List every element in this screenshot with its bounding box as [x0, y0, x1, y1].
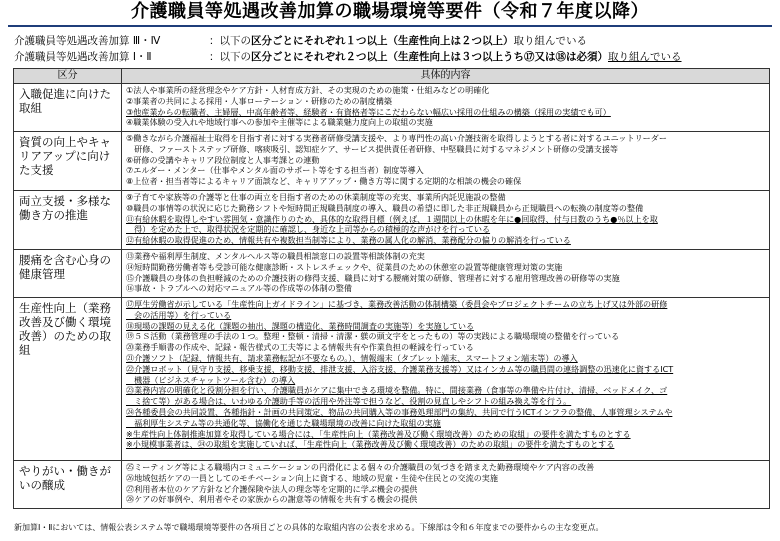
list-item — [126, 310, 766, 321]
list-item: ㉘ケアの好事例や、利用者やその家族からの謝意等の情報を共有する機会の提供 — [126, 494, 418, 505]
list-item-text: ※生産性向上体制推進加算を取得している場合には、「生産性向上（業務改善及び働く環境改善）のための取組」の要件を満たすものとする — [126, 428, 631, 439]
list-item: ④職業体験の受入れや地域行事への参加や主催等による職業魅力度向上の取組の実施 — [126, 117, 433, 128]
list-item — [126, 375, 766, 386]
list-item — [126, 396, 766, 407]
category-cell: やりがい・働きがいの醸成 — [14, 461, 122, 509]
list-item-text: ミ捨て等）がある場合は、いわゆる介護助手等の活用や外注等で担うなど、役割の見直しやシフトの組み換え等を行う。 — [126, 396, 572, 407]
list-item: ⑲５Ｓ活動（業務管理の手法の１つ。整理・整頓・清掃・清潔・躾の頭文字をとったもの）等の実践による職場環境の整備を行っている — [126, 331, 620, 342]
list-item: ⑧上位者・担当者等によるキャリア面談など、キャリアアップ・働き方等に関する定期的な相談の機会の確保 — [126, 176, 522, 187]
list-item: ⑨子育てや家族等の介護等と仕事の両立を目指す者のための休業制度等の充実、事業所内託児施設の整備 — [126, 192, 506, 202]
table-row-career — [14, 132, 770, 191]
items-cell — [122, 461, 770, 509]
category-cell: 資質の向上やキャリアアップに向けた支援 — [14, 132, 122, 191]
items-cell — [122, 298, 770, 461]
requirement-post: 取り組んでいる — [513, 35, 587, 47]
table-row-recruitment — [14, 84, 770, 132]
list-item: ⑥研修の受講やキャリア段位制度と人事考課との連動 — [126, 154, 320, 165]
list-item-text: 会の活用等）を行っている — [126, 309, 232, 320]
list-item — [126, 364, 766, 375]
requirement-pre: ：以下の — [209, 51, 251, 63]
category-cell: 両立支援・多様な働き方の推進 — [14, 191, 122, 250]
title-underline — [8, 25, 772, 27]
page-title: 介護職員等処遇改善加算の職場環境等要件（令和７年度以降） — [131, 1, 649, 22]
requirement-pre: ：以下の — [209, 35, 251, 47]
list-item — [126, 235, 766, 246]
category-cell: 入職促進に向けた取組 — [14, 84, 122, 132]
list-item-text: ㉔各種委員会の共同設置、各種指針・計画の共同策定、物品の共同購入等の事務処理部門の集約、共同で行うICTインフラの整備、人事管理システムや — [126, 406, 673, 417]
list-item-text: 得）を定めた上で、取得状況を定期的に確認し、身近な上司等からの積極的な声がけを行っている — [126, 224, 491, 235]
list-item: ⑭短時間勤務労働者等も受診可能な健康診断・ストレスチェックや、従業員のための休憩室の設置等健康管理対策の実施 — [126, 261, 563, 272]
requirement-line-1 — [14, 34, 587, 48]
list-item-text: ⑪有給休暇を取得しやすい雰囲気・意識作りのため、具体的な取得目標（例えば、１週間以上の休暇を年に●回取得、付与日数のうち●％以上を取 — [126, 213, 658, 224]
list-item-text: ㉓業務内容の明確化と役割分担を行い、介護職員がケアに集中できる環境を整備。特に、間接業務（食事等の準備や片付け、清掃、ベッドメイク、ゴ — [126, 385, 668, 396]
list-item: 研修、ファーストステップ研修、喀痰吸引、認知症ケア、サービス提供責任者研修、中堅職員に対するマネジメント研修の受講支援等 — [126, 143, 619, 154]
list-item-text: ㉒介護ロボット（見守り支援、移乗支援、移動支援、排泄支援、入浴支援、介護業務支援等）又はインカム等の職員間の連絡調整の迅速化に資するICT — [126, 363, 674, 374]
list-item — [126, 224, 766, 235]
table-row-motivation — [14, 461, 770, 509]
table-row-work-balance — [14, 191, 770, 250]
list-item: ㉗利用者本位のケア方針など介護保険や法人の理念等を定期的に学ぶ機会の提供 — [126, 483, 418, 494]
requirement-line-2 — [14, 50, 682, 64]
header-details: 具体的内容 — [122, 69, 770, 84]
list-item — [126, 321, 766, 332]
requirement-bold: 区分ごとにそれぞれ１つ以上（生産性向上は２つ以上） — [251, 35, 514, 47]
table-header-row — [14, 69, 770, 84]
requirement-level: 介護職員等処遇改善加算 Ⅲ・Ⅳ — [14, 35, 161, 47]
items-cell — [122, 250, 770, 298]
list-item-text: ※小規模事業者は、㉔の取組を実施していれば、「生産性向上（業務改善及び働く環境改善）のための取組」の要件を満たすものとする — [126, 439, 615, 450]
list-item — [126, 385, 766, 396]
table-row-health — [14, 250, 770, 298]
header-category: 区分 — [14, 69, 122, 84]
requirement-level: 介護職員等処遇改善加算 Ⅰ・Ⅱ — [14, 51, 152, 63]
list-item: ㉖地域包括ケアの一員としてのモチベーション向上に資する、地域の児童・生徒や住民との交流の実施 — [126, 472, 498, 483]
list-item-text: ③他産業からの転職者、主婦層、中高年齢者等、経験者・有資格者等にこだわらない幅広い採用の仕組みの構築（採用の実績でも可） — [126, 106, 611, 117]
list-item-text: 福利厚生システム等の共通化等、協働化を通じた職場環境の改善に向けた取組の実施 — [126, 417, 441, 428]
list-item — [126, 429, 766, 440]
table-row-productivity — [14, 298, 770, 461]
list-item-text: ⑫有給休暇の取得促進のため、情報共有や複数担当制等により、業務の属人化の解消、業務配分の偏りの解消を行っている — [126, 235, 571, 246]
items-cell — [122, 84, 770, 132]
list-item — [126, 407, 766, 418]
list-item: ㉕ミーティング等による職場内コミュニケーションの円滑化による個々の介護職員の気づきを踏まえた勤務環境やケア内容の改善 — [126, 462, 595, 472]
list-item: ⑳業務手順書の作成や、記録・報告様式の工夫等による情報共有や作業負担の軽減を行っている — [126, 342, 474, 353]
list-item — [126, 107, 766, 118]
list-item-text: 機器（ビジネスチャットツール含む）の導入 — [126, 374, 296, 385]
list-item-text: ⑰厚生労働省が示している「生産性向上ガイドライン」に基づき、業務改善活動の体制構築（委員会やプロジェクトチームの立ち上げ又は外部の研修 — [126, 299, 668, 309]
category-cell: 腰痛を含む心身の健康管理 — [14, 250, 122, 298]
footnote: 新加算Ⅰ・Ⅱにおいては、情報公表システム等で職場環境等要件の各項目ごとの具体的な取組内容の公表を求める。下線部は令和６年度までの要件からの主な変更点。 — [14, 523, 604, 532]
requirements-table — [13, 68, 770, 509]
list-item — [126, 439, 766, 450]
list-item — [126, 418, 766, 429]
requirement-bold: 区分ごとにそれぞれ２つ以上（生産性向上は３つ以上うち⑰又は⑱は必須） — [251, 51, 608, 63]
list-item: ⑯事故・トラブルへの対応マニュアル等の作成等の体制の整備 — [126, 283, 352, 294]
list-item: ⑩職員の事情等の状況に応じた勤務シフトや短時間正規職員制度の導入、職員の希望に即した非正規職員から正規職員への転換の制度等の整備 — [126, 202, 644, 213]
list-item: ⑤働きながら介護福祉士取得を目指す者に対する実務者研修受講支援や、より専門性の高い介護技術を取得しようとする者に対するユニットリーダー — [126, 133, 667, 143]
items-cell — [122, 191, 770, 250]
list-item — [126, 214, 766, 225]
category-cell: 生産性向上（業務改善及び働く環境改善）のための取組 — [14, 298, 122, 461]
list-item: ②事業者の共同による採用・人事ローテーション・研修のための制度構築 — [126, 95, 392, 106]
list-item: ①法人や事業所の経営理念やケア方針・人材育成方針、その実現のための施策・仕組みなどの明確化 — [126, 85, 490, 95]
list-item — [126, 299, 766, 310]
list-item-text: ⑱現場の課題の見える化（課題の抽出、課題の構造化、業務時間調査の実施等）を実施している — [126, 320, 475, 331]
list-item: ⑬業務や福利厚生制度、メンタルヘルス等の職員相談窓口の設置等相談体制の充実 — [126, 251, 425, 261]
list-item: ⑦エルダー・メンター（仕事やメンタル面のサポート等をする担当者）制度等導入 — [126, 165, 424, 176]
list-item-text: ㉑介護ソフト（記録、情報共有、請求業務転記が不要なもの。）、情報端末（タブレット端末、スマートフォン端末等）の導入 — [126, 352, 578, 363]
items-cell — [122, 132, 770, 191]
list-item — [126, 353, 766, 364]
list-item: ⑮介護職員の身体の負担軽減のための介護技術の修得支援、職員に対する腰痛対策の研修、管理者に対する雇用管理改善の研修等の実施 — [126, 272, 620, 283]
requirement-post: 取り組んでいる — [608, 51, 682, 63]
